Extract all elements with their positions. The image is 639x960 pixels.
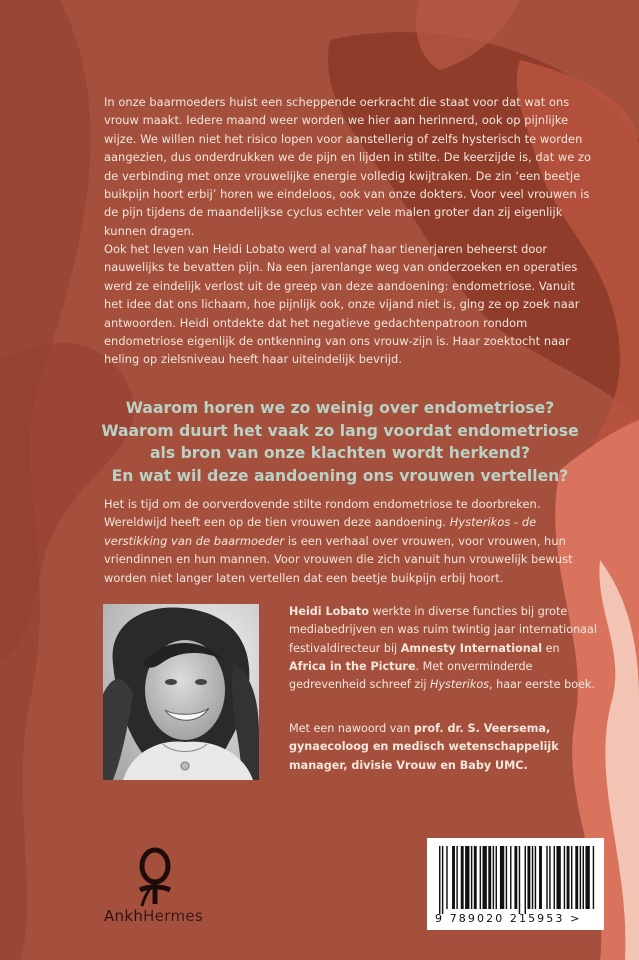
barcode-bar <box>527 846 530 909</box>
publisher-name-part-1: Ankh <box>104 907 144 925</box>
isbn-number: 9 789020 215953 > <box>435 912 582 925</box>
afterword-credit <box>289 720 599 775</box>
barcode-bar <box>465 846 469 909</box>
blurb-paragraph-3 <box>104 495 594 587</box>
isbn-barcode <box>427 838 604 930</box>
barcode-bar <box>567 846 570 909</box>
barcode-bar <box>493 846 494 909</box>
question-line: En wat wil deze aandoening ons vrouwen vertellen? <box>111 466 569 485</box>
organization-1: Amnesty International <box>400 641 543 655</box>
barcode-bar <box>496 846 497 909</box>
publisher-name-part-2: Hermes <box>143 907 204 925</box>
barcode-bar <box>514 846 517 909</box>
book-title-italic: Hysterikos <box>430 678 489 692</box>
paragraph-3-part-2: is een verhaal over vrouwen, voor vrouwen, hun vriendinnen en hun mannen. Voor vrouwen die zich vanuit hun vrouwelijk bewust worden niet langer laten vertellen dat een beetje buikpijn erbij hoort. <box>104 533 573 585</box>
barcode-bar <box>554 846 555 909</box>
key-questions <box>80 397 600 487</box>
barcode-bar <box>506 846 507 909</box>
barcode-bar <box>575 846 578 909</box>
barcode-bar <box>564 846 565 909</box>
barcode-bar <box>535 846 536 909</box>
barcode-bar <box>556 846 560 909</box>
barcode-bar <box>510 846 511 909</box>
question-line: als bron van onze klachten wordt herkend? <box>150 444 530 462</box>
barcode-bar <box>452 846 455 909</box>
barcode-bar <box>483 846 487 909</box>
barcode-bar <box>500 846 504 909</box>
author-photo <box>103 604 259 780</box>
barcode-bar <box>471 846 472 909</box>
afterword-person: prof. dr. S. Veersema, gynaecoloog en medisch wetenschappelijk manager, divisie Vrouw en Baby UMC. <box>289 722 559 772</box>
barcode-bar <box>580 846 581 909</box>
author-bio-part-1: werkte in diverse functies bij grote mediabedrijven en was ruim twintig jaar internationaal festivaldirecteur bij <box>289 605 598 655</box>
barcode-bar <box>519 846 520 914</box>
author-name: Heidi Lobato <box>289 605 369 618</box>
barcode-bar <box>461 846 464 909</box>
author-bio-part-3: , haar eerste boek. <box>489 678 595 692</box>
barcode-bar <box>439 846 440 914</box>
barcode-bar <box>480 846 481 909</box>
barcode-bar <box>525 846 526 914</box>
barcode-bar <box>442 846 443 914</box>
barcode-bar <box>593 846 594 909</box>
paragraph-3-part-1: Het is tijd om de oorverdovende stilte rondom endometriose te doorbreken. Wereldwijd heeft een op de tien vrouwen deze aandoening. <box>104 497 541 530</box>
barcode-bar <box>456 846 457 909</box>
barcode-bar <box>488 846 491 909</box>
barcode-bar <box>585 846 589 909</box>
author-bio-part-2: . Met onverminderde gedrevenheid schreef zij <box>289 659 533 692</box>
barcode-bar <box>549 846 550 909</box>
question-line: Waarom horen we zo weinig over endometriose? <box>125 399 555 417</box>
afterword-intro: Met een nawoord van <box>289 722 414 735</box>
author-bio <box>289 603 599 694</box>
question-line: Waarom duurt het vaak zo lang voordat endometriose <box>101 421 579 440</box>
author-bio-and: en <box>542 641 560 655</box>
blurb-paragraph-1: In onze baarmoeders huist een scheppende oerkracht die staat voor dat wat ons vrouw maakt. Iedere maand weer worden we hier aan herinnerd, ook op pijnlijke wijze. We willen niet het risico lopen voor aanstellerig of zelfs hysterisch te worden aangezien, dus onderdrukken we de pijn en lijden in stilte. De keerzijde is, dat we zo de verbinding met onze vrouwelijke energie volledig kwijtraken. De zin ‘een beetje buikpijn hoort erbij’ horen we eindeloos, ook van onze dokters. Voor veel vrouwen is de pijn tijdens de maandelijkse cyclus echter vele malen groter dan zij eigenlijk kunnen dragen. <box>104 95 592 238</box>
author-portrait-illustration <box>103 604 259 780</box>
barcode-bar <box>446 846 447 909</box>
barcode-bar <box>532 846 533 909</box>
blurb-paragraph-2: Ook het leven van Heidi Lobato werd al vanaf haar tienerjaren beheerst door nauwelijks te bevatten pijn. Na een jarenlange weg van onderzoeken en operaties werd ze eindelijk verlost uit de greep van deze aandoening: endometriose. Vanuit het idee dat ons lichaam, hoe pijnlijk ook, onze vijand niet is, ging ze op zoek naar antwoorden. Heidi ontdekte dat het negatieve gedachtenpatroon rondom endometriose eigenlijk de ontkenning van ons vrouw-zijn is. Haar zoektocht naar heling op zielsniveau heeft haar uiteindelijk bevrijd. <box>104 242 580 367</box>
barcode-bar <box>474 846 477 909</box>
book-title-italic: Hysterikos - de verstikking van de baarmoeder <box>104 515 537 548</box>
barcode-bar <box>583 846 584 909</box>
publisher-name <box>104 907 234 925</box>
barcode-bar <box>571 846 572 909</box>
ankh-hermes-logo <box>130 846 180 908</box>
barcode-bar <box>546 846 547 909</box>
barcode-bar <box>539 846 542 909</box>
organization-2: Africa in the Picture <box>289 659 416 673</box>
